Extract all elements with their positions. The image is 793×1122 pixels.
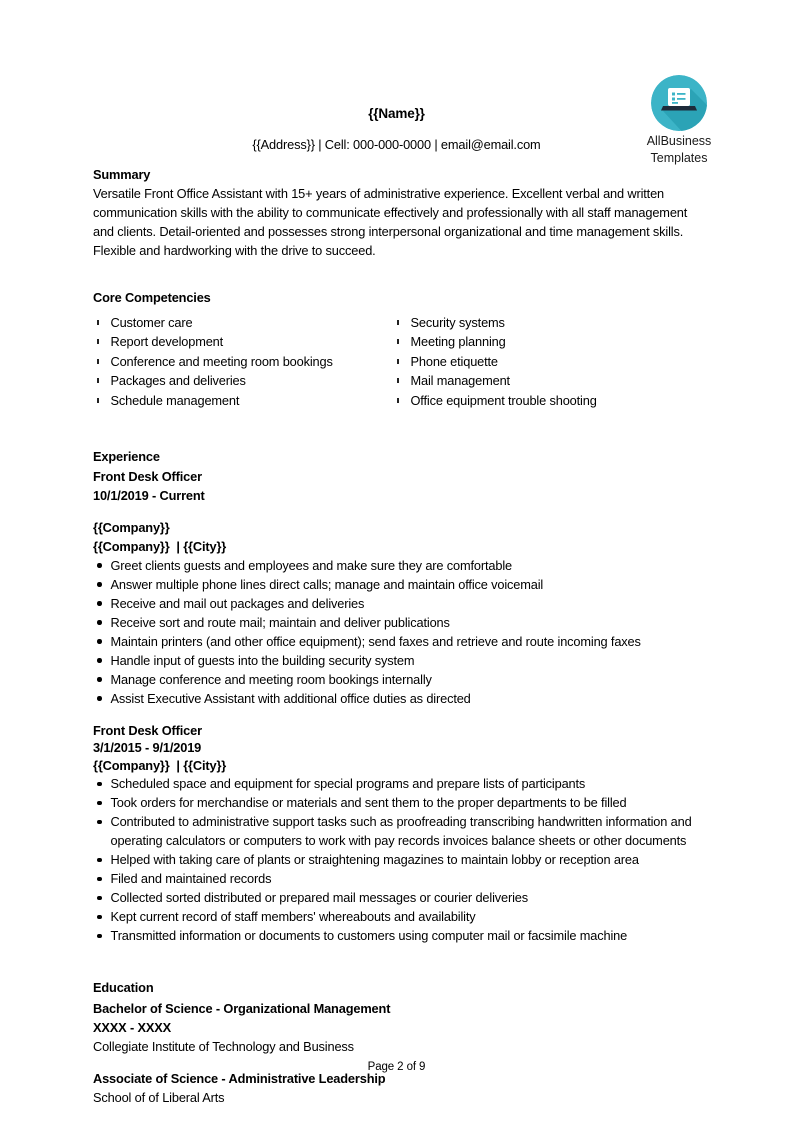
competency-item: [393, 371, 700, 390]
brand-name-line2: Templates: [650, 151, 708, 165]
degree: Associate of Science - Administrative Leadership: [93, 1071, 386, 1087]
competency-column-left: [93, 313, 393, 410]
job-entry: [93, 467, 700, 708]
experience-section: [93, 447, 700, 946]
bullet-dot-icon: [97, 782, 102, 787]
bullet-tick-icon: [97, 339, 99, 344]
bullet-tick-icon: [97, 398, 99, 403]
job-title: Front Desk Officer: [93, 468, 202, 484]
bullet-item: [93, 888, 700, 907]
education-section: [93, 978, 700, 1107]
experience-heading: Experience: [93, 448, 160, 464]
education-heading: Education: [93, 980, 154, 996]
summary-heading: Summary: [93, 167, 151, 182]
summary-section: [93, 165, 700, 260]
job-title: Front Desk Officer: [93, 722, 202, 738]
bullet-dot-icon: [97, 858, 102, 863]
bullet-text: Handle input of guests into the building security system: [110, 652, 415, 668]
competency-item: [393, 352, 700, 371]
bullet-item: [93, 793, 700, 812]
bullet-item: [93, 812, 700, 850]
bullet-tick-icon: [397, 359, 399, 364]
bullet-item: [93, 575, 700, 594]
bullet-item: [93, 869, 700, 888]
bullet-text: Maintain printers (and other office equipment); send faxes and retrieve and route incoming faxes: [110, 633, 641, 649]
competency-label: Customer care: [110, 315, 193, 330]
bullet-dot-icon: [97, 677, 102, 682]
summary-text-line: and clients. Detail-oriented and possesses strong interpersonal organizational and time management skills.: [93, 224, 684, 239]
competency-label: Mail management: [410, 373, 510, 389]
competency-label: Phone etiquette: [410, 353, 498, 369]
bullet-text: Contributed to administrative support tasks such as proofreading transcribing handwritten information and operating calculators or computers to work with pay records invoices balance sheets or other documents: [110, 814, 692, 849]
competency-item: [393, 391, 700, 410]
bullet-dot-icon: [97, 563, 102, 568]
bullet-item: [93, 670, 700, 689]
competency-item: [93, 352, 393, 371]
competency-label: Meeting planning: [410, 334, 506, 350]
bullet-dot-icon: [97, 896, 102, 901]
competency-item: [93, 391, 393, 410]
school: Collegiate Institute of Technology and Business: [93, 1039, 354, 1055]
contact-line: {{Address}} | Cell: 000-000-0000 | email@email.com: [252, 137, 541, 152]
candidate-name: {{Name}}: [368, 106, 425, 121]
job-entry: [93, 722, 700, 946]
competency-label: Packages and deliveries: [110, 373, 246, 389]
competency-label: Security systems: [410, 315, 505, 330]
job-dates: 3/1/2015 - 9/1/2019: [93, 740, 202, 756]
core-competencies-heading: Core Competencies: [93, 290, 211, 305]
competency-label: Conference and meeting room bookings: [110, 353, 333, 369]
bullet-text: Filed and maintained records: [110, 871, 272, 887]
bullet-item: [93, 594, 700, 613]
bullet-item: [93, 774, 700, 793]
summary-text-line: communication skills with the ability to communicate effectively and professionally with all staff management: [93, 205, 688, 220]
bullet-dot-icon: [97, 801, 102, 806]
bullet-dot-icon: [97, 582, 102, 587]
brand-logo: [641, 75, 717, 165]
brand-name-line1: AllBusiness: [646, 134, 712, 148]
competency-item: [393, 332, 700, 351]
bullet-text: Greet clients guests and employees and make sure they are comfortable: [110, 557, 513, 573]
competency-label: Report development: [110, 334, 224, 350]
bullet-item: [93, 907, 700, 926]
bullet-tick-icon: [397, 339, 399, 344]
competency-column-right: [393, 313, 700, 410]
competency-item: [93, 313, 393, 332]
bullet-dot-icon: [97, 696, 102, 701]
bullet-dot-icon: [97, 658, 102, 663]
job-bullets: [93, 774, 700, 945]
page-number: Page 2 of 9: [367, 1061, 426, 1073]
bullet-text: Assist Executive Assistant with additional office duties as directed: [110, 690, 471, 706]
bullet-text: Collected sorted distributed or prepared mail messages or courier deliveries: [110, 890, 528, 906]
company-city-line: {{Company}} | {{City}}: [93, 757, 227, 773]
school: School of of Liberal Arts: [93, 1090, 225, 1106]
bullet-text: Transmitted information or documents to customers using computer mail or facsimile machine: [110, 928, 628, 944]
competency-label: Schedule management: [110, 392, 240, 408]
bullet-text: Scheduled space and equipment for special programs and prepare lists of participants: [110, 776, 586, 792]
bullet-text: Kept current record of staff members' whereabouts and availability: [110, 909, 476, 925]
summary-text-line: Versatile Front Office Assistant with 15+ years of administrative experience. Excellent verbal and written: [93, 186, 665, 201]
competency-item: [93, 332, 393, 351]
company-city-line: {{Company}} | {{City}}: [93, 538, 227, 554]
bullet-dot-icon: [97, 915, 102, 920]
bullet-item: [93, 632, 700, 651]
core-competencies-section: [93, 288, 700, 410]
competency-item: [93, 371, 393, 390]
bullet-item: [93, 556, 700, 575]
bullet-text: Helped with taking care of plants or straightening magazines to maintain lobby or reception area: [110, 852, 639, 868]
degree-years: XXXX - XXXX: [93, 1020, 172, 1036]
bullet-text: Took orders for merchandise or materials and sent them to the proper departments to be filled: [110, 795, 627, 811]
bullet-item: [93, 850, 700, 869]
bullet-text: Manage conference and meeting room bookings internally: [110, 671, 432, 687]
competency-label: Office equipment trouble shooting: [410, 392, 597, 408]
bullet-tick-icon: [97, 359, 99, 364]
bullet-dot-icon: [97, 877, 102, 882]
job-bullets: [93, 556, 700, 708]
bullet-text: Answer multiple phone lines direct calls; manage and maintain office voicemail: [110, 576, 544, 592]
bullet-dot-icon: [97, 601, 102, 606]
bullet-item: [93, 926, 700, 945]
bullet-tick-icon: [397, 378, 399, 383]
degree: Bachelor of Science - Organizational Management: [93, 1001, 391, 1017]
bullet-item: [93, 689, 700, 708]
bullet-tick-icon: [97, 378, 99, 383]
bullet-dot-icon: [97, 934, 102, 939]
bullet-text: Receive and mail out packages and deliveries: [110, 595, 365, 611]
bullet-tick-icon: [97, 320, 99, 325]
bullet-dot-icon: [97, 639, 102, 644]
bullet-item: [93, 651, 700, 670]
bullet-item: [93, 613, 700, 632]
bullet-tick-icon: [397, 398, 399, 403]
job-dates: 10/1/2019 - Current: [93, 487, 205, 503]
education-entry: [93, 999, 700, 1056]
summary-text-line: Flexible and hardworking with the drive to succeed.: [93, 243, 376, 258]
bullet-tick-icon: [397, 320, 399, 325]
bullet-text: Receive sort and route mail; maintain and deliver publications: [110, 614, 450, 630]
laptop-icon: [651, 75, 707, 131]
bullet-dot-icon: [97, 620, 102, 625]
bullet-dot-icon: [97, 820, 102, 825]
competency-item: [393, 313, 700, 332]
company-line: {{Company}}: [93, 519, 170, 535]
